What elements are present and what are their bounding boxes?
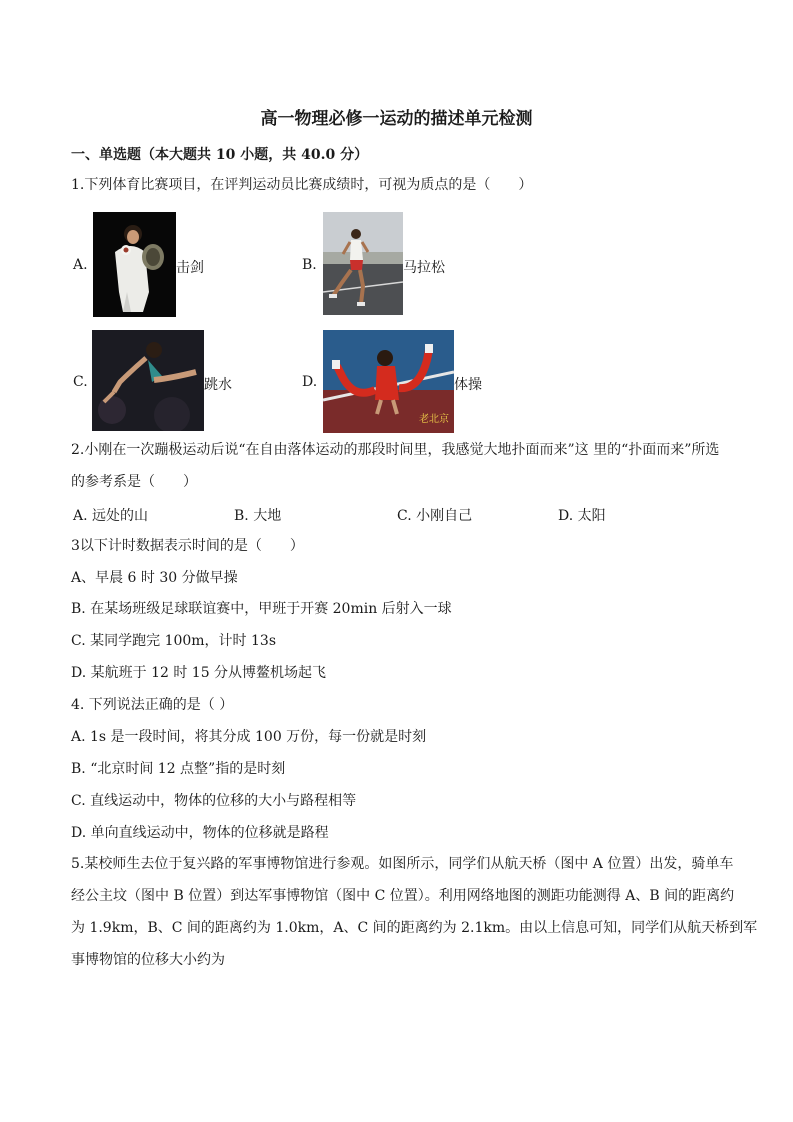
q1-option-a-letter: A. <box>73 257 88 273</box>
question-2-stem-line1: 2.小刚在一次蹦极运动后说“在自由落体运动的那段时间里，我感觉大地扑面而来”这 里的“扑面而来”所选 <box>71 442 720 458</box>
q4-option-a: A. 1s 是一段时间，将其分成 100 万份，每一份就是时刻 <box>71 729 427 745</box>
question-2-stem-line2: 的参考系是（ ） <box>71 474 197 490</box>
q3-option-a: A、早晨 6 时 30 分做早操 <box>71 570 238 586</box>
q1-option-c-letter: C. <box>73 374 88 390</box>
q1-option-d-label: 体操 <box>454 377 482 393</box>
question-5-line2: 经公主坟（图中 B 位置）到达军事博物馆（图中 C 位置）。利用网络地图的测距功能测得 A、B 间的距离约 <box>71 888 735 904</box>
diving-photo <box>92 330 204 431</box>
q1-option-b-label: 马拉松 <box>403 260 445 276</box>
q2-option-b: B. 大地 <box>234 508 282 524</box>
question-5-line3: 为 1.9km，B、C 间的距离约为 1.0km，A、C 间的距离约为 2.1km。由以上信息可知，同学们从航天桥到军 <box>71 920 758 936</box>
q3-option-c: C. 某同学跑完 100m，计时 13s <box>71 633 277 649</box>
q1-option-d-letter: D. <box>302 374 318 390</box>
q3-option-d: D. 某航班于 12 时 15 分从博鳌机场起飞 <box>71 665 327 681</box>
q2-option-d: D. 太阳 <box>558 508 606 524</box>
q4-option-b: B. “北京时间 12 点整”指的是时刻 <box>71 761 286 777</box>
question-3-stem: 3以下计时数据表示时间的是（ ） <box>71 538 304 554</box>
q1-option-b-letter: B. <box>302 257 317 273</box>
fencing-photo <box>93 212 176 317</box>
question-4-stem: 4. 下列说法正确的是（ ） <box>71 697 234 713</box>
q4-option-c: C. 直线运动中，物体的位移的大小与路程相等 <box>71 793 357 809</box>
q4-option-d: D. 单向直线运动中，物体的位移就是路程 <box>71 825 329 841</box>
q2-option-c: C. 小刚自己 <box>397 508 473 524</box>
q3-option-b: B. 在某场班级足球联谊赛中，甲班于开赛 20min 后射入一球 <box>71 601 452 617</box>
photo-watermark: 老北京 <box>419 414 449 425</box>
q2-option-a: A. 远处的山 <box>73 508 149 524</box>
q1-option-a-label: 击剑 <box>176 260 204 276</box>
gymnastics-photo <box>323 330 454 433</box>
marathon-photo <box>323 212 403 315</box>
question-1-stem: 1.下列体育比赛项目，在评判运动员比赛成绩时，可视为质点的是（ ） <box>71 177 533 193</box>
q1-option-c-label: 跳水 <box>204 377 232 393</box>
page-title: 高一物理必修一运动的描述单元检测 <box>260 109 533 129</box>
section-heading: 一、单选题（本大题共 10 小题，共 40.0 分） <box>71 147 369 163</box>
question-5-line1: 5.某校师生去位于复兴路的军事博物馆进行参观。如图所示，同学们从航天桥（图中 A 位置）出发，骑单车 <box>71 856 734 872</box>
question-5-line4: 事博物馆的位移大小约为 <box>71 952 225 968</box>
